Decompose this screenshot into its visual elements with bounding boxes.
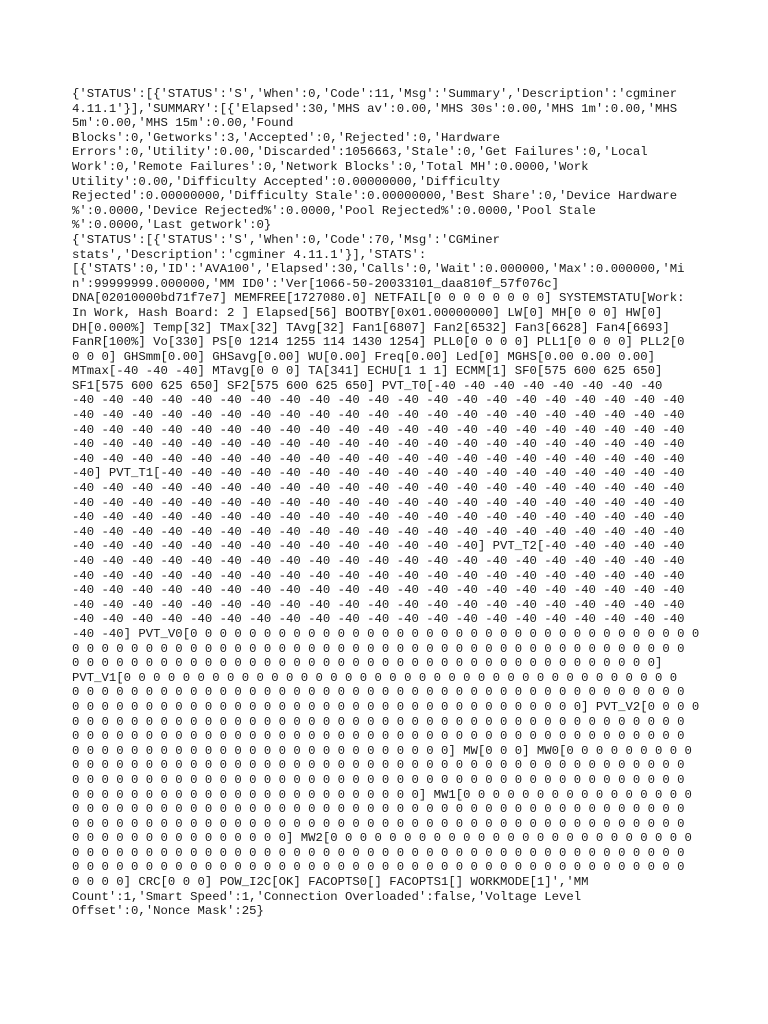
text-line: 0 0 0 0 0 0 0 0 0 0 0 0 0 0 0] MW2[0 0 0 0 0 0 0 0 0 0 0 0 0 0 0 0 0 0 0 0 0 0 0 0 0: [72, 831, 692, 846]
text-line: 0 0 0] GHSmm[0.00] GHSavg[0.00] WU[0.00] Freq[0.00] Led[0] MGHS[0.00 0.00 0.00]: [72, 349, 655, 364]
text-line: -40 -40] PVT_V0[0 0 0 0 0 0 0 0 0 0 0 0 0 0 0 0 0 0 0 0 0 0 0 0 0 0 0 0 0 0 0 0 0 0 0: [72, 626, 700, 641]
text-line: -40 -40 -40 -40 -40 -40 -40 -40 -40 -40 -40 -40 -40 -40 -40 -40 -40 -40 -40 -40 -40: [72, 524, 685, 539]
text-line: -40 -40 -40 -40 -40 -40 -40 -40 -40 -40 -40 -40 -40 -40 -40 -40 -40 -40 -40 -40 -40: [72, 554, 685, 568]
text-line: -40] PVT_T1[-40 -40 -40 -40 -40 -40 -40 -40 -40 -40 -40 -40 -40 -40 -40 -40 -40 -40: [72, 466, 685, 481]
text-line: -40 -40 -40 -40 -40 -40 -40 -40 -40 -40 -40 -40 -40 -40 -40 -40 -40 -40 -40 -40 -40: [72, 408, 685, 423]
text-line: %':0.0000,'Device Rejected%':0.0000,'Pool Rejected%':0.0000,'Pool Stale: [72, 203, 596, 218]
text-line: 0 0 0 0 0 0 0 0 0 0 0 0 0 0 0 0 0 0 0 0 0 0 0 0 0 0 0 0 0 0 0 0 0 0 0 0 0 0 0 0 0 0: [72, 845, 685, 860]
text-line: 0 0 0 0 0 0 0 0 0 0 0 0 0 0 0 0 0 0 0 0 0 0 0 0 0 0 0 0 0 0 0 0 0 0 0 0 0 0 0 0]: [72, 656, 663, 671]
text-line: 0 0 0 0 0 0 0 0 0 0 0 0 0 0 0 0 0 0 0 0 0 0 0 0 0 0 0 0 0 0 0 0 0 0 0 0 0 0 0 0 0 0: [72, 685, 685, 700]
text-line: [{'STATS':0,'ID':'AVA100','Elapsed':30,'Calls':0,'Wait':0.000000,'Max':0.000000,'Mi: [72, 262, 685, 277]
text-line: MTmax[-40 -40 -40] MTavg[0 0 0] TA[341] ECHU[1 1 1] ECMM[1] SF0[575 600 625 650]: [72, 364, 663, 379]
text-line: Offset':0,'Nonce Mask':25}: [72, 904, 264, 919]
document-body: [72, 87, 704, 933]
text-line: Count':1,'Smart Speed':1,'Connection Overloaded':false,'Voltage Level: [72, 889, 582, 904]
text-line: %':0.0000,'Last getwork':0}: [72, 218, 272, 233]
text-line: 5m':0.00,'MHS 15m':0.00,'Found: [72, 116, 294, 131]
text-line: PVT_V1[0 0 0 0 0 0 0 0 0 0 0 0 0 0 0 0 0 0 0 0 0 0 0 0 0 0 0 0 0 0 0 0 0 0 0 0 0 0: [72, 670, 678, 685]
text-line: Blocks':0,'Getworks':3,'Accepted':0,'Rejected':0,'Hardware: [72, 130, 501, 145]
text-line: 0 0 0 0 0 0 0 0 0 0 0 0 0 0 0 0 0 0 0 0 0 0 0 0] MW1[0 0 0 0 0 0 0 0 0 0 0 0 0 0 0 0: [72, 787, 692, 802]
text-line: {'STATUS':[{'STATUS':'S','When':0,'Code':11,'Msg':'Summary','Description':'cgminer: [72, 87, 678, 101]
text-line: Rejected':0.00000000,'Difficulty Stale':0.00000000,'Best Share':0,'Device Hardware: [72, 189, 678, 204]
text-line: -40 -40 -40 -40 -40 -40 -40 -40 -40 -40 -40 -40 -40 -40 -40 -40 -40 -40 -40 -40 -40: [72, 568, 685, 583]
text-line: 4.11.1'}],'SUMMARY':[{'Elapsed':30,'MHS av':0.00,'MHS 30s':0.00,'MHS 1m':0.00,'MHS: [72, 101, 678, 116]
text-line: Errors':0,'Utility':0.00,'Discarded':1056663,'Stale':0,'Get Failures':0,'Local: [72, 145, 648, 160]
text-line: Utility':0.00,'Difficulty Accepted':0.00000000,'Difficulty: [72, 174, 501, 189]
text-line: 0 0 0 0 0 0 0 0 0 0 0 0 0 0 0 0 0 0 0 0 0 0 0 0 0 0 0 0 0 0 0 0 0 0 0 0 0 0 0 0 0 0: [72, 758, 685, 773]
text-line: In Work, Hash Board: 2 ] Elapsed[56] BOOTBY[0x01.00000000] LW[0] MH[0 0 0] HW[0]: [72, 305, 663, 320]
text-line: -40 -40 -40 -40 -40 -40 -40 -40 -40 -40 -40 -40 -40 -40 -40 -40 -40 -40 -40 -40 -40: [72, 481, 685, 496]
text-line: 0 0 0 0 0 0 0 0 0 0 0 0 0 0 0 0 0 0 0 0 0 0 0 0 0 0] MW[0 0 0] MW0[0 0 0 0 0 0 0 0 0: [72, 743, 692, 758]
text-line: DH[0.000%] Temp[32] TMax[32] TAvg[32] Fan1[6807] Fan2[6532] Fan3[6628] Fan4[6693]: [72, 320, 670, 335]
text-line: stats','Description':'cgminer 4.11.1'}],'STATS':: [72, 247, 427, 262]
text-line: -40 -40 -40 -40 -40 -40 -40 -40 -40 -40 -40 -40 -40 -40 -40 -40 -40 -40 -40 -40 -40: [72, 422, 685, 437]
text-line: Work':0,'Remote Failures':0,'Network Blocks':0,'Total MH':0.0000,'Work: [72, 159, 589, 174]
text-line: -40 -40 -40 -40 -40 -40 -40 -40 -40 -40 -40 -40 -40 -40 -40 -40 -40 -40 -40 -40 -40: [72, 510, 685, 525]
text-line: 0 0 0 0 0 0 0 0 0 0 0 0 0 0 0 0 0 0 0 0 0 0 0 0 0 0 0 0 0 0 0 0 0 0 0 0 0 0 0 0 0 0: [72, 802, 685, 817]
text-line: 0 0 0 0 0 0 0 0 0 0 0 0 0 0 0 0 0 0 0 0 0 0 0 0 0 0 0 0 0 0 0 0 0 0 0] PVT_V2[0 0 0 0: [72, 699, 700, 714]
text-line: -40 -40 -40 -40 -40 -40 -40 -40 -40 -40 -40 -40 -40 -40 -40 -40 -40 -40 -40 -40 -40: [72, 612, 685, 627]
text-line: 0 0 0 0 0 0 0 0 0 0 0 0 0 0 0 0 0 0 0 0 0 0 0 0 0 0 0 0 0 0 0 0 0 0 0 0 0 0 0 0 0 0: [72, 772, 685, 787]
text-line: -40 -40 -40 -40 -40 -40 -40 -40 -40 -40 -40 -40 -40 -40 -40 -40 -40 -40 -40 -40 -40: [72, 451, 685, 466]
text-line: -40 -40 -40 -40 -40 -40 -40 -40 -40 -40 -40 -40 -40 -40 -40 -40 -40 -40 -40 -40 -40: [72, 437, 685, 452]
text-line: DNA[02010000bd71f7e7] MEMFREE[1727080.0] NETFAIL[0 0 0 0 0 0 0 0] SYSTEMSTATU[Work:: [72, 291, 685, 306]
text-line: -40 -40 -40 -40 -40 -40 -40 -40 -40 -40 -40 -40 -40 -40 -40 -40 -40 -40 -40 -40 -40: [72, 583, 685, 598]
text-line: {'STATUS':[{'STATUS':'S','When':0,'Code':70,'Msg':'CGMiner: [72, 232, 501, 247]
text-line: -40 -40 -40 -40 -40 -40 -40 -40 -40 -40 -40 -40 -40 -40 -40 -40 -40 -40 -40 -40 -40: [72, 393, 685, 408]
text-line: 0 0 0 0 0 0 0 0 0 0 0 0 0 0 0 0 0 0 0 0 0 0 0 0 0 0 0 0 0 0 0 0 0 0 0 0 0 0 0 0 0 0: [72, 714, 685, 729]
text-line: -40 -40 -40 -40 -40 -40 -40 -40 -40 -40 -40 -40 -40 -40 -40 -40 -40 -40 -40 -40 -40: [72, 597, 685, 612]
text-line: n':99999999.000000,'MM ID0':'Ver[1066-50-20033101_daa810f_57f076c]: [72, 276, 560, 291]
text-line: -40 -40 -40 -40 -40 -40 -40 -40 -40 -40 -40 -40 -40 -40 -40 -40 -40 -40 -40 -40 -40: [72, 495, 685, 510]
text-line: 0 0 0 0 0 0 0 0 0 0 0 0 0 0 0 0 0 0 0 0 0 0 0 0 0 0 0 0 0 0 0 0 0 0 0 0 0 0 0 0 0 0: [72, 816, 685, 831]
text-line: 0 0 0 0 0 0 0 0 0 0 0 0 0 0 0 0 0 0 0 0 0 0 0 0 0 0 0 0 0 0 0 0 0 0 0 0 0 0 0 0 0 0: [72, 729, 685, 744]
text-line: FanR[100%] Vo[330] PS[0 1214 1255 114 1430 1254] PLL0[0 0 0 0] PLL1[0 0 0 0] PLL2[0: [72, 335, 685, 350]
text-line: 0 0 0 0 0 0 0 0 0 0 0 0 0 0 0 0 0 0 0 0 0 0 0 0 0 0 0 0 0 0 0 0 0 0 0 0 0 0 0 0 0 0: [72, 860, 685, 875]
text-line: 0 0 0 0 0 0 0 0 0 0 0 0 0 0 0 0 0 0 0 0 0 0 0 0 0 0 0 0 0 0 0 0 0 0 0 0 0 0 0 0 0 0: [72, 641, 685, 656]
text-line: [72, 919, 704, 934]
text-line: -40 -40 -40 -40 -40 -40 -40 -40 -40 -40 -40 -40 -40 -40] PVT_T2[-40 -40 -40 -40 -40: [72, 539, 685, 554]
text-line: SF1[575 600 625 650] SF2[575 600 625 650] PVT_T0[-40 -40 -40 -40 -40 -40 -40 -40: [72, 378, 663, 393]
text-line: 0 0 0 0] CRC[0 0 0] POW_I2C[OK] FACOPTS0[] FACOPTS1[] WORKMODE[1]','MM: [72, 875, 589, 890]
